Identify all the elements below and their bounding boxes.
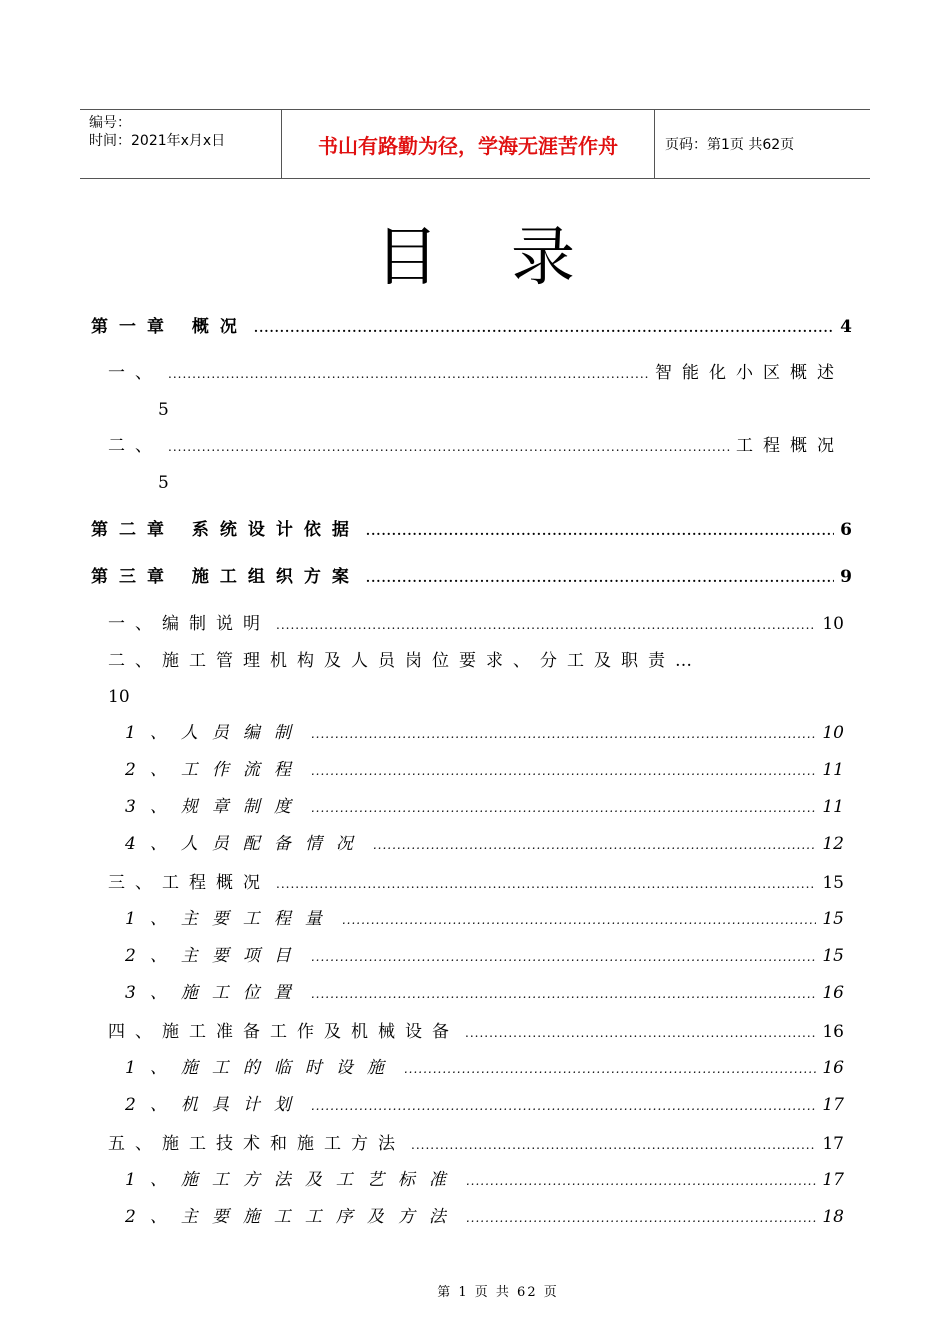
toc-page: 5 [158,473,169,493]
toc-label: 五、施工技术和施工方法 [108,1134,405,1154]
toc-label: 一、编制说明 [108,614,270,634]
toc-leader [254,317,834,339]
toc-leader [373,834,817,856]
toc-label: 3、施工位置 [125,983,305,1003]
toc-page: 17 [822,1170,844,1190]
toc-page: 11 [822,760,844,780]
toc-entry[interactable] [125,759,844,782]
toc-label: 2、机具计划 [125,1095,305,1115]
toc-leader [311,797,817,819]
toc-entry[interactable] [125,1206,844,1229]
toc-page: 15 [822,873,844,893]
toc-entry[interactable] [125,796,844,819]
toc-leader [366,520,834,542]
toc-label: 第一章 概况 [91,317,248,337]
toc-page: 6 [840,520,852,540]
toc-entry[interactable] [125,1094,844,1117]
toc-label-right: 智能化小区概述 [655,363,844,383]
page-header [80,109,870,179]
toc-entry[interactable] [125,1057,844,1080]
toc-page: 16 [822,1022,844,1042]
toc-entry[interactable] [108,650,844,672]
toc-label-right: 工程概况 [736,436,844,456]
toc-leader [276,614,816,636]
toc-label: 四、施工准备工作及机械设备 [108,1022,459,1042]
toc-leader [466,1170,817,1192]
toc-leader [311,760,817,782]
toc-label: 第二章 系统设计依据 [91,520,360,540]
toc-leader [465,1022,816,1044]
toc-page: 16 [822,983,844,1003]
toc-page: 4 [840,317,852,337]
toc-entry[interactable] [108,613,844,636]
toc-label: 1、施工方法及工艺标准 [125,1170,460,1190]
toc-leader [168,436,730,458]
toc-entry[interactable] [91,316,852,339]
toc-entry[interactable] [108,1021,844,1044]
toc-entry[interactable] [125,908,844,931]
header-page-info: 页码：第1页 共62页 [665,137,795,153]
toc-entry[interactable] [125,945,844,968]
toc-label: 1、施工的临时设施 [125,1058,398,1078]
toc-ellipsis: … [675,651,692,671]
toc-page: 10 [822,614,844,634]
header-meta [80,110,282,178]
toc-leader [404,1058,817,1080]
toc-label: 一、 [108,363,162,383]
toc-leader [342,909,817,931]
toc-leader [311,1095,817,1117]
time-line: 时间：2021年x月x日 [89,133,226,149]
toc-entry[interactable] [125,833,844,856]
toc-entry[interactable] [108,872,844,895]
toc-page: 9 [840,567,852,587]
toc-page: 16 [822,1058,844,1078]
toc-label: 2、主要施工工序及方法 [125,1207,460,1227]
toc-entry[interactable] [125,982,844,1005]
toc-page: 17 [822,1134,844,1154]
toc-label: 第三章 施工组织方案 [91,567,360,587]
toc-leader [366,567,834,589]
toc-label: 2、工作流程 [125,760,305,780]
header-slogan: 书山有路勤为径，学海无涯苦作舟 [282,110,655,178]
toc-page: 10 [108,687,130,707]
toc-leader [276,873,816,895]
toc-label: 二、 [108,436,162,456]
toc-entry[interactable] [125,722,844,745]
toc-leader [168,363,649,385]
toc-page: 15 [822,946,844,966]
toc-label: 二、施工管理机构及人员岗位要求、分工及职责 [108,651,675,671]
page-title: 目录 [375,221,647,295]
toc-label: 4、人员配备情况 [125,834,367,854]
toc-entry[interactable] [108,362,844,385]
page-footer: 第 1 页 共 62 页 [437,1285,559,1300]
number-label: 编号： [89,115,131,131]
toc-leader [411,1134,816,1156]
toc-entry[interactable] [108,435,844,458]
toc-leader [466,1207,817,1229]
toc-page: 12 [822,834,844,854]
toc-label: 1、人员编制 [125,723,305,743]
toc-entry[interactable] [91,519,852,542]
toc-entry[interactable] [91,566,852,589]
toc-page: 10 [822,723,844,743]
toc-leader [311,983,817,1005]
toc-page: 17 [822,1095,844,1115]
toc-leader [311,946,817,968]
toc-leader [311,723,817,745]
toc-entry[interactable] [108,1133,844,1156]
toc-label: 3、规章制度 [125,797,305,817]
toc-page: 15 [822,909,844,929]
toc-label: 2、主要项目 [125,946,305,966]
toc-label: 1、主要工程量 [125,909,336,929]
toc-page: 18 [822,1207,844,1227]
toc-entry[interactable] [125,1169,844,1192]
toc-page: 5 [158,400,169,420]
toc-label: 三、工程概况 [108,873,270,893]
toc-page: 11 [822,797,844,817]
